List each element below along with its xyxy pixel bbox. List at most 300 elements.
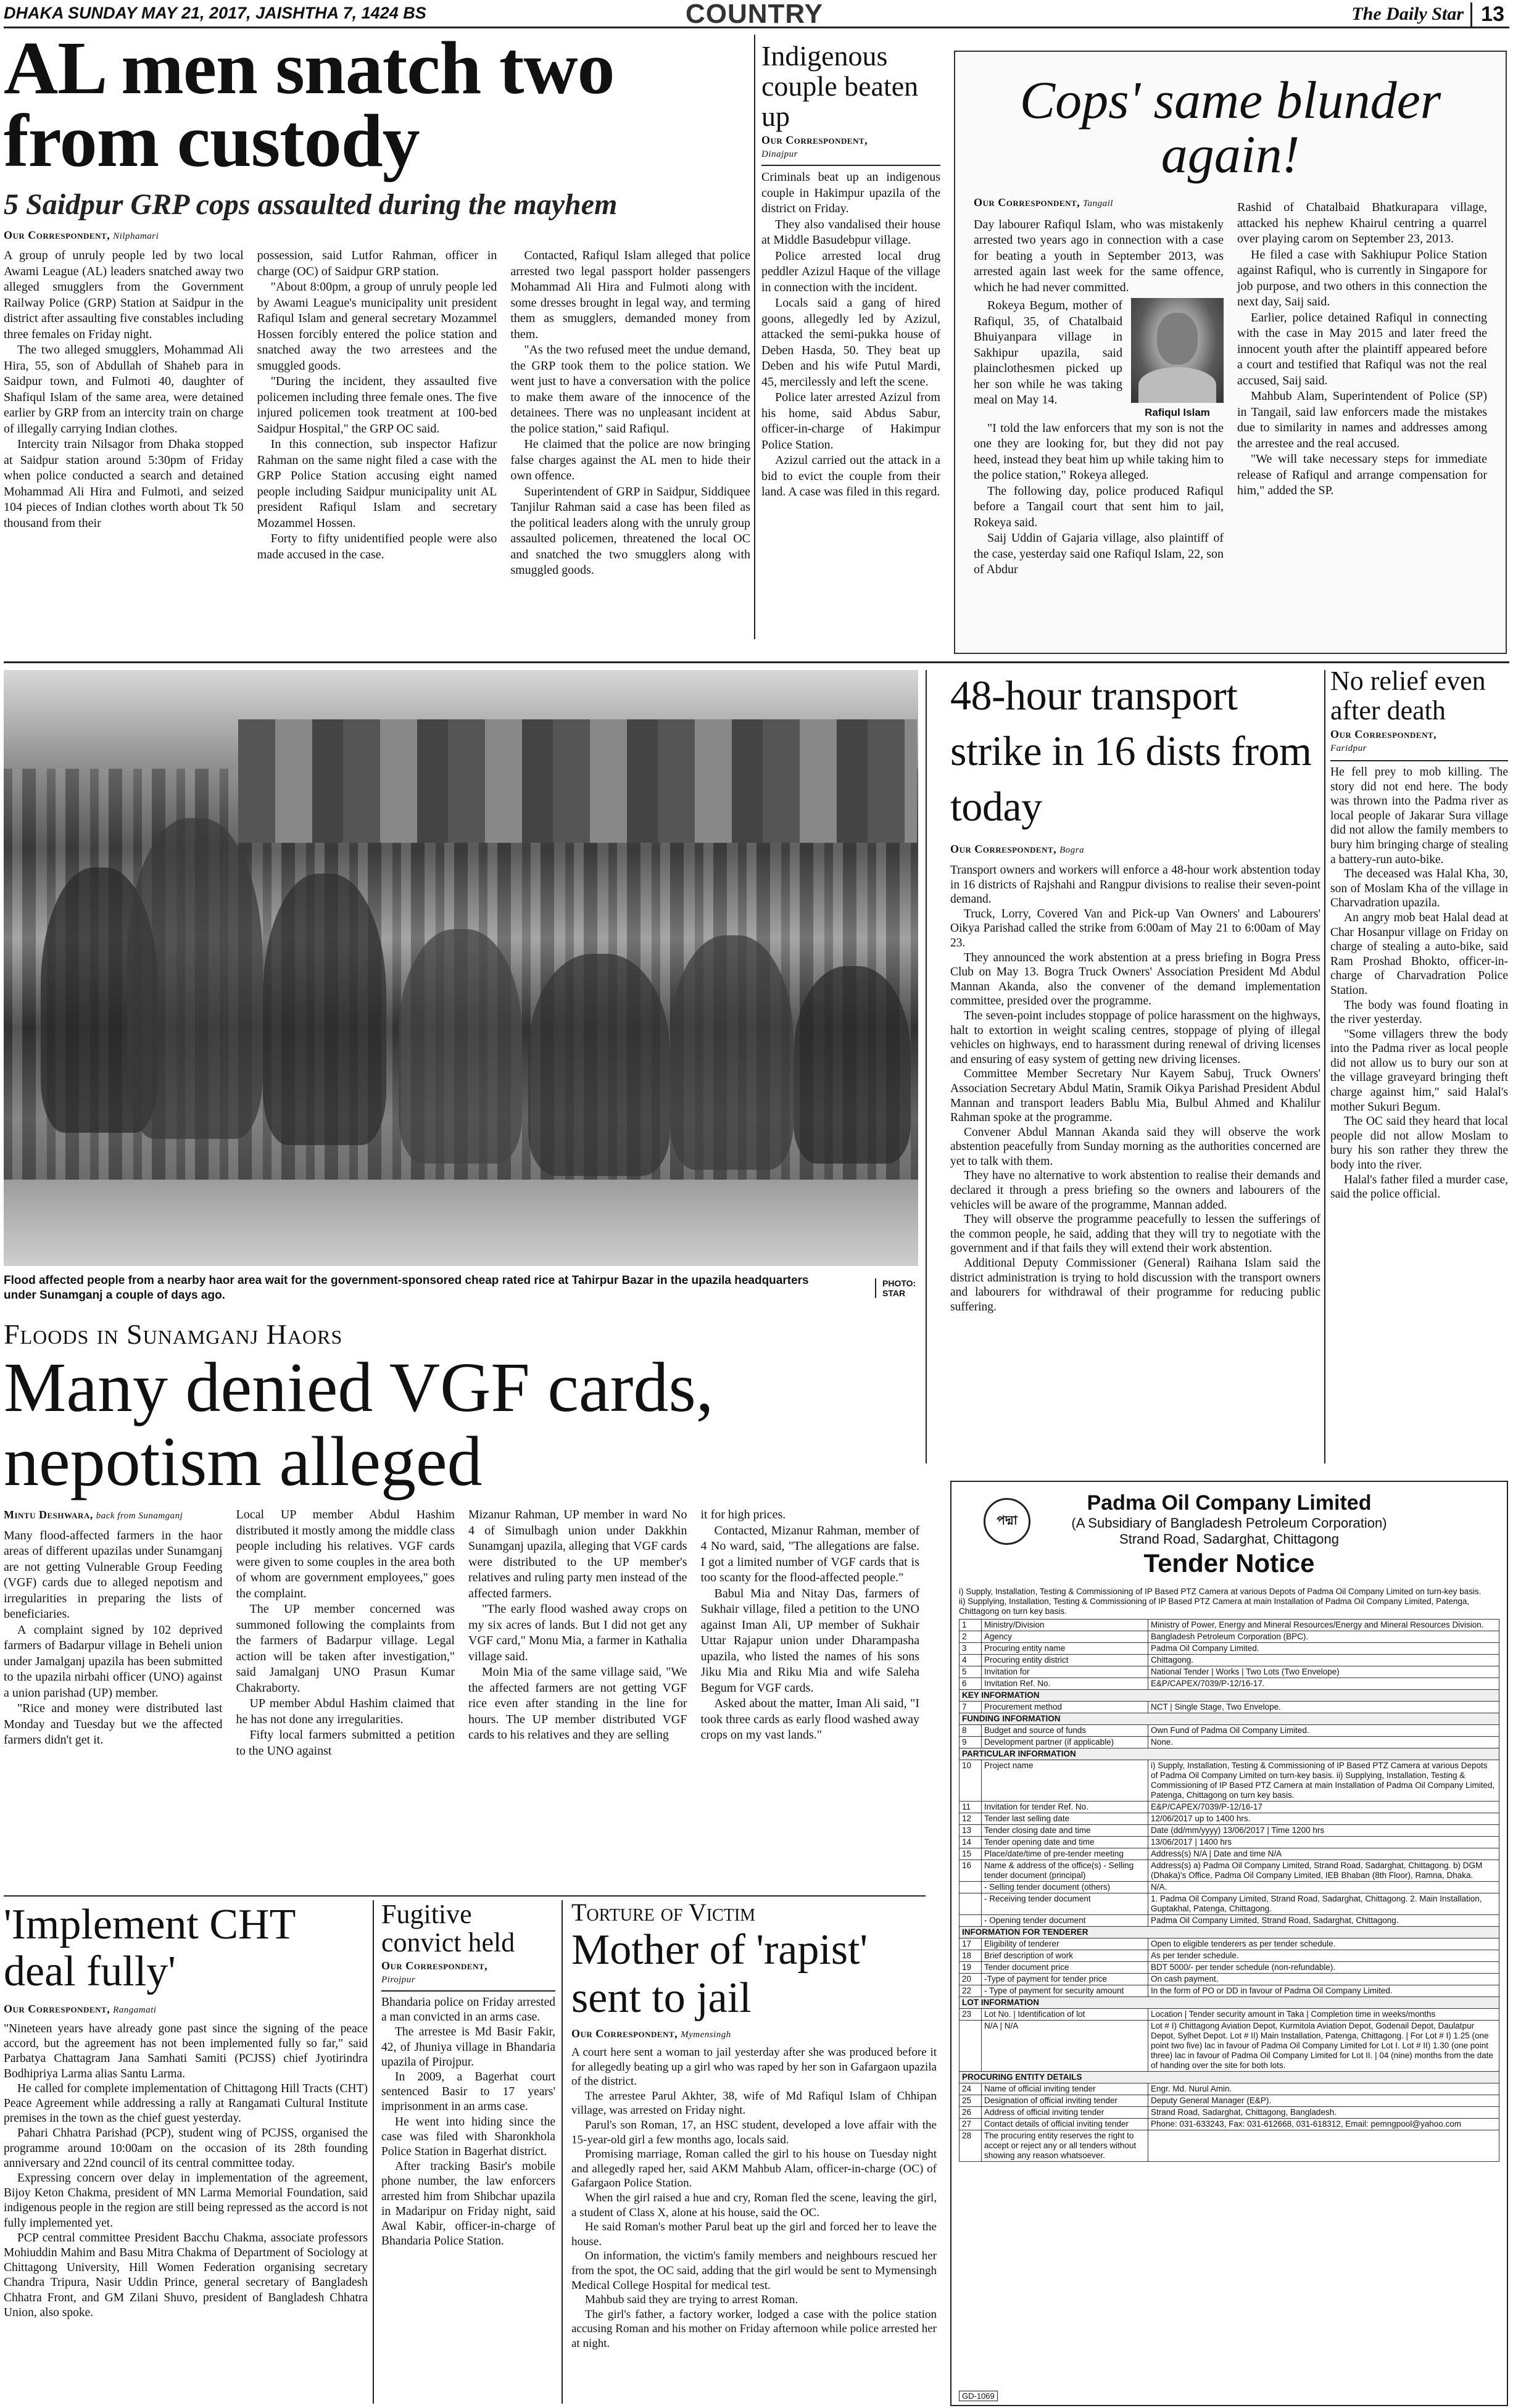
row-key: Place/date/time of pre-tender meeting	[982, 1848, 1148, 1860]
paragraph: The deceased was Halal Kha, 30, son of Moslam Kha of the village in Charvadration upazila.	[1330, 867, 1508, 910]
row-key: Name of official inviting tender	[982, 2083, 1148, 2095]
paragraph: Promising marriage, Roman called the girl to his house on Tuesday night and allegedly raped her, said AKM Mahbub Alam, officer-in-charge (OC) of Gafargaon Police Station.	[571, 2148, 937, 2190]
byline	[4, 2003, 368, 2016]
byline-author: Our Correspondent,	[1330, 728, 1437, 740]
row-key: Tender closing date and time	[982, 1825, 1148, 1837]
section-label: PARTICULAR INFORMATION	[960, 1748, 1499, 1760]
paragraph: Rokeya Begum, mother of Rafiqul, 35, of Chatalbaid Bhuiyanpara village in Sakhipur upazila, said plainclothesmen picked up her son while he was taking meal on May 14.	[974, 299, 1122, 407]
section-label: COUNTRY	[686, 0, 823, 29]
row-number: 22	[960, 1985, 982, 1997]
paragraph: Expressing concern over delay in implementation of the agreement, Bijoy Keton Chakma, president of MN Larma Memorial Foundation, said indigenous people in the region are still being repressed as the accord is not fully implemented yet.	[4, 2172, 368, 2230]
byline	[974, 195, 1224, 212]
row-key: -Type of payment for tender price	[982, 1974, 1148, 1985]
intro-line: i) Supply, Installation, Testing & Commissioning of IP Based PTZ Camera at various Depots of Padma Oil Company Limited on turn-key basis.	[959, 1587, 1482, 1596]
table-row	[960, 1915, 1499, 1927]
row-value: Date (dd/mm/yyyy) 13/06/2017 | Time 1200 hrs	[1148, 1825, 1499, 1837]
row-value: On cash payment.	[1148, 1974, 1499, 1985]
story-body	[4, 1507, 919, 1759]
story-cht	[4, 1901, 368, 2405]
table-row	[960, 1678, 1499, 1690]
byline-location: Tangail	[1083, 199, 1113, 209]
page-number: 13	[1470, 2, 1504, 27]
column-2	[236, 1507, 455, 1759]
story-body	[571, 2045, 937, 2351]
headline	[4, 27, 750, 183]
headline-line-2: nepotism alleged	[4, 1422, 483, 1500]
row-key: Budget and source of funds	[982, 1725, 1148, 1737]
paragraph: He said Roman's mother Parul beat up the girl and forced her to leave the house.	[571, 2220, 937, 2248]
row-value: Ministry of Power, Energy and Mineral Resources/Energy and Mineral Resources Division.	[1148, 1620, 1499, 1631]
section-label: KEY INFORMATION	[960, 1690, 1499, 1702]
table-section-row	[960, 1997, 1499, 2009]
section-label: INFORMATION FOR TENDERER	[960, 1927, 1499, 1938]
row-number: 18	[960, 1950, 982, 1962]
table-row	[960, 1882, 1499, 1893]
row-key: - Receiving tender document	[982, 1893, 1148, 1915]
table-row	[960, 1837, 1499, 1848]
table-row	[960, 1974, 1499, 1985]
table-row	[960, 1620, 1499, 1631]
caption-text: Flood affected people from a nearby haor area wait for the government-sponsored cheap rated rice at Tahirpur Bazar in the upazila headquarters under Sunamganj a couple of days ago.	[4, 1274, 809, 1302]
paragraph: Pahari Chhatra Parishad (PCP), student wing of PCJSS, organised the programme around 10:00am on the occasion of its 28th founding anniversary and 22nd council of its central committee today.	[4, 2127, 368, 2170]
paragraph: Transport owners and workers will enforce a 48-hour work abstention today in 16 districts of Rajshahi and Rangpur divisions to realise their seven-point demand.	[950, 864, 1320, 906]
table-row	[960, 1655, 1499, 1666]
row-number	[960, 1893, 982, 1915]
row-value: Deputy General Manager (E&P).	[1148, 2095, 1499, 2107]
row-number: 17	[960, 1938, 982, 1950]
portrait-face	[1157, 313, 1198, 365]
column-rule	[754, 35, 755, 639]
headline	[4, 1348, 919, 1500]
paragraph: Asked about the matter, Iman Ali said, "I took three cards as early flood washed away crops on my vast lands."	[700, 1697, 919, 1742]
section-label: PROCURING ENTITY DETAILS	[960, 2072, 1499, 2083]
row-number: 28	[960, 2130, 982, 2162]
paragraph: Intercity train Nilsagor from Dhaka stopped at Saidpur station around 5:30pm of Friday when police conducted a search and detained Mohammad Ali Hira and Fulmoti, and seized 104 pieces of Indian clothes worth about Tk 50 thousand from their	[4, 437, 244, 530]
table-row	[960, 2119, 1499, 2130]
row-key: Invitation Ref. No.	[982, 1678, 1148, 1690]
row-value: Bangladesh Petroleum Corporation (BPC).	[1148, 1631, 1499, 1643]
headline-line-2: again!	[1161, 125, 1300, 184]
table-row	[960, 1702, 1499, 1713]
table-row	[960, 1725, 1499, 1737]
paragraph: A group of unruly people led by two local Awami League (AL) leaders snatched away two alleged smugglers from the Government Railway Police (GRP) Station at Saidpur in the district after assaulting five constables including three females on Friday night.	[4, 249, 244, 341]
row-number: 12	[960, 1813, 982, 1825]
photo-person	[670, 935, 794, 1170]
byline-location: Pirojpur	[381, 1975, 416, 1985]
paragraph: "I told the law enforcers that my son is not the one they are looking for, but they did not pay heed, instead they beat him up while taking him to the police station," Rokeya alleged.	[974, 421, 1224, 482]
table-row	[960, 2130, 1499, 2162]
paragraph: Fifty local farmers submitted a petition to the UNO against	[236, 1728, 455, 1758]
row-number: 10	[960, 1760, 982, 1802]
byline-location: Mymensingh	[681, 2030, 731, 2040]
story-body	[950, 863, 1320, 1314]
photo-caption: Rafiqul Islam	[1145, 407, 1210, 418]
story-al-men	[4, 27, 751, 649]
headline: Indigenous couple beaten up	[761, 40, 919, 132]
story-indigenous	[761, 41, 940, 652]
paragraph: He filed a case with Sakhiupur Police Station against Rafiqul, who is currently in Singapore for job purpose, and two others in this connection the next day, Saij said.	[1237, 247, 1487, 308]
row-value: E&P/CAPEX/7039/P-12/16-17.	[1148, 1678, 1499, 1690]
paragraph: "We will take necessary steps for immediate release of Rafiqul and arrange compensation for him," added the SP.	[1237, 452, 1487, 497]
company-logo	[984, 1498, 1030, 1545]
table-row	[960, 1938, 1499, 1950]
headline: No relief even after death	[1330, 666, 1486, 726]
story-fugitive	[381, 1900, 555, 2404]
kicker: Torture of Victim	[571, 1898, 756, 1926]
byline-location: Bogra	[1059, 845, 1085, 855]
column-2	[257, 248, 497, 579]
row-number	[960, 1915, 982, 1927]
story-body	[4, 2022, 368, 2320]
column-1	[4, 1507, 223, 1759]
story-cops-box	[954, 51, 1507, 654]
paragraph: Halal's father filed a murder case, said the police official.	[1330, 1173, 1508, 1201]
company-address: Strand Road, Sadarghat, Chittagong	[1119, 1531, 1339, 1547]
table-row	[960, 1848, 1499, 1860]
row-number	[960, 2021, 982, 2072]
story-body	[4, 248, 750, 579]
row-key: - Selling tender document (others)	[982, 1882, 1148, 1893]
story-body	[974, 195, 1487, 578]
paragraph: Azizul carried out the attack in a bid to evict the couple from their land. A case was filed in this regard.	[761, 453, 940, 499]
byline-author: Our Correspondent,	[974, 196, 1080, 209]
row-key: Ministry/Division	[982, 1620, 1148, 1631]
photo-person	[399, 929, 522, 1164]
intro-line: ii) Supplying, Installation, Testing & Commissioning of IP Based PTZ Camera at main Installation of Padma Oil Company Limited, Patenga, Chittagong on turn key basis.	[959, 1597, 1470, 1616]
tender-header	[959, 1491, 1499, 1583]
flood-photo-caption	[4, 1273, 843, 1303]
byline-author: Our Correspondent,	[4, 2003, 110, 2015]
headline	[4, 1901, 368, 1995]
row-number: 8	[960, 1725, 982, 1737]
paragraph: Many flood-affected farmers in the haor areas of different upazilas under Sunamganj are not getting Vulnerable Group Feeding (VGF) cards due to alleged nepotism and irregularities in preparing the lists of beneficiaries.	[4, 1528, 223, 1621]
kicker: Floods in Sunamganj Haors	[4, 1318, 343, 1350]
paragraph: They will observe the programme peacefully to lessen the sufferings of the common people, he said, adding that they will try to negotiate with the government and if that fails they will extend their work abstention.	[950, 1213, 1320, 1256]
paragraph: The seven-point includes stoppage of police harassment on the highways, halt to extortion in weight scaling centres, stoppage of plying of illegal vehicles on highways, end to harassment during renewal of driving licenses and ensuring of easy system of getting new driving licenses.	[950, 1009, 1320, 1066]
tender-title: Tender Notice	[1143, 1549, 1315, 1578]
masthead	[4, 0, 1509, 28]
row-value	[1148, 2130, 1499, 2162]
byline	[4, 229, 750, 242]
table-row	[960, 2095, 1499, 2107]
row-value: NCT | Single Stage, Two Envelope.	[1148, 1702, 1499, 1713]
table-row	[960, 1631, 1499, 1643]
row-value: Location | Tender security amount in Taka | Completion time in weeks/months	[1148, 2009, 1499, 2021]
column-3	[468, 1507, 687, 1759]
horizontal-rule	[4, 661, 1509, 663]
table-section-row	[960, 1927, 1499, 1938]
headline: Fugitive convict held	[381, 1899, 515, 1958]
paragraph: In 2009, a Bagerhat court sentenced Basir to 17 years' imprisonment in an arms case.	[381, 2071, 555, 2114]
column-rule	[562, 1900, 563, 2404]
horizontal-rule	[4, 1895, 926, 1897]
row-value: N/A.	[1148, 1882, 1499, 1893]
paragraph: Committee Member Secretary Nur Kayem Sabuj, Truck Owners' Association Secretary Abdul Matin, Sramik Oikya Parishad President Abdul Mannan and transport leaders Bablu Mia, Bulbul Ahmed and Khalilur Rahman spoke at the programme.	[950, 1067, 1320, 1125]
paragraph: Rashid of Chatalbaid Bhatkurapara village, attacked his nephew Khairul centring a quarrel over playing carom on September 23, 2013.	[1237, 201, 1487, 246]
row-number: 5	[960, 1666, 982, 1678]
paragraph: Police arrested local drug peddler Azizul Haque of the village in connection with the incident.	[761, 249, 940, 294]
row-value: Padma Oil Company Limited.	[1148, 1643, 1499, 1655]
row-value: Address(s) N/A | Date and time N/A	[1148, 1848, 1499, 1860]
paragraph: Superintendent of GRP in Saidpur, Siddiquee Tanjilur Rahman said a case has been filed as the political leaders along with the unruly group assaulted policemen, threatened the local OC and snatched the two smugglers along with smuggled goods.	[510, 484, 751, 577]
row-number: 15	[960, 1848, 982, 1860]
headline-line-2: from custody	[4, 99, 420, 183]
byline-author: Our Correspondent,	[571, 2027, 678, 2040]
row-key: Procuring entity district	[982, 1655, 1148, 1666]
row-key: Designation of official inviting tender	[982, 2095, 1148, 2107]
section-label: LOT INFORMATION	[960, 1997, 1499, 2009]
paragraph: Additional Deputy Commissioner (General) Raihana Islam said the district administration is trying to hold discussion with the transport owners and labourers for withdrawal of their programme for reducing public suffering.	[950, 1257, 1320, 1314]
row-value: Lot # I) Chittagong Aviation Depot, Kurmitola Aviation Depot, Godenail Depot, Daulatpur Depot, Sylhet Depot. Lot # II) Main Installation, Patenga, Chittagong. | For Lot # I) 1.25 (one point two five) lac in favour of Padma Oil Company Limited for Lot I. Lot # II) 1.30 (one point three) lac in favour of Padma Oil Company Limited for Lot II. | 04 (nine) months from the date of handing over the site for both lots.	[1148, 2021, 1499, 2072]
date-line: DHAKA SUNDAY MAY 21, 2017, JAISHTHA 7, 1424 BS	[4, 4, 426, 22]
row-key: Brief description of work	[982, 1950, 1148, 1962]
paragraph: Criminals beat up an indigenous couple in Hakimpur upazila of the district on Friday.	[761, 170, 940, 215]
photo-credit	[875, 1278, 916, 1298]
table-row	[960, 1860, 1499, 1882]
credit-label: PHOTO:	[882, 1278, 916, 1288]
column-1	[974, 195, 1224, 578]
table-section-row	[960, 1713, 1499, 1725]
paragraph: The arrestee is Md Basir Fakir, 42, of Jhuniya village in Bhandaria upazila of Pirojpur.	[381, 2025, 555, 2069]
paragraph: PCP central committee President Bacchu Chakma, associate professors Mohiuddin Mahim and Basu Mitra Chakma of Department of Sociology at Chittagong University, Hill Women Federation organising secretary Chandra Tripura, Nasir Uddin Prince, general secretary of Bangladesh Chhatra Front, and GM Zilani Shuvo, president of Bangladesh Chhatra Union, also spoke.	[4, 2231, 368, 2319]
headline-line-1: Cops' same blunder	[1019, 70, 1441, 130]
story-body	[381, 1990, 555, 2249]
portrait-shoulders	[1138, 367, 1216, 403]
headline-line-1: Many denied VGF cards,	[4, 1348, 714, 1426]
paragraph: "During the incident, they assaulted five policemen including three female ones. The five injured policemen took treatment at 100-bed Saidpur Hospital," the GRP OC said.	[257, 374, 497, 436]
tender-table	[959, 1619, 1499, 2162]
row-key: - Opening tender document	[982, 1915, 1148, 1927]
paragraph: Contacted, Mizanur Rahman, member of 4 No ward, said, "The allegations are false. I got a limited number of VGF cards that is too scanty for the flood-affected people."	[700, 1523, 919, 1584]
row-number: 11	[960, 1802, 982, 1813]
row-number: 13	[960, 1825, 982, 1837]
paragraph: In this connection, sub inspector Hafizur Rahman on the same night filed a case with the GRP Police Station accusing eight named people including Saidpur municipality unit AL president Rafiqul Islam and secretary Mozammel Hossen.	[257, 437, 497, 530]
table-row	[960, 1643, 1499, 1655]
table-row	[960, 1962, 1499, 1974]
row-value: 12/06/2017 up to 1400 hrs.	[1148, 1813, 1499, 1825]
paper-logo: The Daily Star	[1351, 4, 1464, 24]
paragraph: Contacted, Rafiqul Islam alleged that police arrested two legal passport holder passengers Mohammad Ali Hira and Fulmoti along with some dresses brought in legal way, and terming them as smugglers, demanded money from them.	[510, 249, 751, 341]
paragraph: After tracking Basir's mobile phone number, the law enforcers arrested him from Shibchar upazila in Madaripur on Friday night, said Awal Kabir, officer-in-charge of Bhandaria Police Station.	[381, 2160, 555, 2248]
paragraph: The arrestee Parul Akhter, 38, wife of Md Rafiqul Islam of Chhipan village, was arrested on Friday night.	[571, 2089, 937, 2117]
paragraph: Locals said a gang of hired goons, allegedly led by Azizul, attacked the semi-pukka house of Deben Hasda, 50. They beat up Deben and his wife Putul Mardi, 45, mercilessly and left the scene.	[761, 296, 940, 389]
paragraph: Day labourer Rafiqul Islam, who was mistakenly arrested two years ago in connection with a case for beating a youth in September 2013, was arrested again last week for the same offence, which he had never committed.	[974, 217, 1224, 294]
row-key: Lot No. | Identification of lot	[982, 2009, 1148, 2021]
paragraph: He claimed that the police are now bringing false charges against the AL men to hide their own offence.	[510, 437, 751, 482]
row-number: 24	[960, 2083, 982, 2095]
paragraph: On information, the victim's family members and neighbours rescued her from the spot, the OC said, adding that the girl would be sent to Mymensingh Medical College Hospital for medical test.	[571, 2249, 937, 2292]
paragraph: Forty to fifty unidentified people were also made accused in the case.	[257, 532, 497, 561]
column-4	[701, 1507, 920, 1759]
paragraph: it for high prices.	[700, 1508, 786, 1521]
paragraph: possession, said Lutfor Rahman, officer in charge (OC) of Saidpur GRP station.	[257, 249, 497, 278]
row-key: Invitation for	[982, 1666, 1148, 1678]
paragraph: An angry mob beat Halal dead at Char Hosanpur village on Friday on charge of stealing a auto-bike, said Ram Proshad Bhokto, officer-in-charge of Charvadration Police Station.	[1330, 911, 1508, 997]
column-2	[1237, 195, 1487, 578]
table-row	[960, 2009, 1499, 2021]
story-torture	[571, 1899, 937, 2405]
tender-code: GD-1069	[959, 2391, 998, 2401]
paragraph: Mahbub said they are trying to arrest Roman.	[585, 2293, 798, 2307]
paragraph: Moin Mia of the same village said, "We the affected farmers are not getting VGF rice even after standing in the line for hours. The UP member distributed VGF cards to his relatives and they are selling	[468, 1665, 687, 1742]
paragraph: UP member Abdul Hashim claimed that he has not done any irregularities.	[236, 1697, 455, 1726]
column-1	[4, 248, 244, 579]
paragraph: He called for complete implementation of Chittagong Hill Tracts (CHT) Peace Agreement while addressing a rally at Rangamati Cultural Institute premises in the town as the chief guest yesterday.	[4, 2082, 368, 2125]
row-number	[960, 1882, 982, 1893]
row-value: In the form of PO or DD in favour of Padma Oil Company Limited.	[1148, 1985, 1499, 1997]
headline: 48-hour transport strike in 16 dists from today	[950, 672, 1312, 830]
row-key: Agency	[982, 1631, 1148, 1643]
column-3	[510, 248, 750, 579]
paragraph: Mizanur Rahman, UP member in ward No 4 of Simulbagh union under Dakkhin Sunamganj upazila, alleging that VGF cards were distributed to the UP member's relatives and ruling party men instead of the affected farmers.	[468, 1508, 687, 1600]
row-number: 26	[960, 2107, 982, 2119]
paragraph: Truck, Lorry, Covered Van and Pick-up Van Owners' and Labourers' Oikya Parishad called the strike from 6:00am of May 21 to 6:00am of May 23.	[950, 907, 1320, 950]
byline-author: Our Correspondent,	[950, 843, 1057, 855]
table-row	[960, 1813, 1499, 1825]
table-row	[960, 2083, 1499, 2095]
paragraph: Bhandaria police on Friday arrested a man convicted in an arms case.	[381, 1996, 555, 2024]
row-value: Open to eligible tenderers as per tender schedule.	[1148, 1938, 1499, 1950]
paragraph: The body was found floating in the river yesterday.	[1330, 998, 1508, 1027]
table-row	[960, 1825, 1499, 1837]
paragraph: Earlier, police detained Rafiqul in connecting with the case in May 2015 and later freed the innocent youth after the plaintiff appeared before a court and testified that Rafiqul was not the real accused, Saij said.	[1237, 310, 1487, 387]
column-rule	[373, 1900, 374, 2404]
paragraph: "As the two refused meet the undue demand, the GRP took them to the police station. We went just to have a conversation with the police to make them aware of the innocence of the detainees. There was no unpleasant incident at the police station," said Rafiqul.	[510, 343, 751, 436]
row-key: N/A | N/A	[982, 2021, 1148, 2072]
byline	[1330, 728, 1508, 754]
row-value: Strand Road, Sadarghat, Chittagong, Bangladesh.	[1148, 2107, 1499, 2119]
photo-person	[794, 966, 911, 1164]
row-key: Invitation for tender Ref. No.	[982, 1802, 1148, 1813]
row-key: Procurement method	[982, 1702, 1148, 1713]
table-row	[960, 1666, 1499, 1678]
paragraph: They announced the work abstention at a press briefing in Bogra Press Club on May 13. Bogra Truck Owners' Association President Md Abdul Mannan Akanda, also the convener of the demand implementation committee, presided over the programme.	[950, 951, 1320, 1008]
headline	[974, 70, 1487, 184]
row-number: 4	[960, 1655, 982, 1666]
row-key: Development partner (if applicable)	[982, 1737, 1148, 1748]
tender-notice	[950, 1481, 1508, 2406]
byline-author: Mintu Deshwara,	[4, 1508, 93, 1521]
row-key: Contact details of official inviting tender	[982, 2119, 1148, 2130]
paragraph: Police later arrested Azizul from his home, said Abdus Sabur, officer-in-charge of Hakimpur Police Station.	[761, 391, 940, 452]
row-key: Tender document price	[982, 1962, 1148, 1974]
row-value: 1. Padma Oil Company Limited, Strand Road, Sadarghat, Chittagong. 2. Main Installation, Guptakhal, Patenga, Chittagong.	[1148, 1893, 1499, 1915]
row-key: - Type of payment for security amount	[982, 1985, 1148, 1997]
byline-location: Rangamati	[113, 2005, 157, 2015]
row-number: 20	[960, 1974, 982, 1985]
row-number: 3	[960, 1643, 982, 1655]
byline	[761, 134, 940, 160]
table-row	[960, 1760, 1499, 1802]
row-number: 6	[960, 1678, 982, 1690]
paragraph: Babul Mia and Nitay Das, farmers of Sukhair village, filed a petition to the UNO against Iman Ali, UP member of Sukhair Uttar Rajapur union under Dharampasha upazila, who listed the names of his sons Jiku Mia and Riku Mia and wife Saleha Begum for VGF cards.	[700, 1586, 919, 1695]
row-value: Own Fund of Padma Oil Company Limited.	[1148, 1725, 1499, 1737]
photo-person	[127, 818, 263, 1139]
paragraph: Saij Uddin of Gajaria village, also plaintiff of the case, yesterday said one Rafiqul Islam, 22, son of Abdur	[974, 531, 1224, 576]
paragraph: "Rice and money were distributed last Monday and Tuesday but we the affected farmers didn't get it.	[4, 1702, 223, 1747]
photo-person	[263, 874, 386, 1145]
paragraph: Local UP member Abdul Hashim distributed it mostly among the middle class people including his relatives. VGF cards were given to some couples in the area both of whom are government employees," goes the complaint.	[236, 1508, 455, 1600]
byline-location: Nilphamari	[113, 231, 159, 241]
table-row	[960, 1802, 1499, 1813]
row-value: As per tender schedule.	[1148, 1950, 1499, 1962]
paragraph: Parul's son Roman, 17, an HSC student, developed a love affair with the 15-year-old girl a few months ago, locals said.	[571, 2118, 937, 2146]
row-key: Procuring entity name	[982, 1643, 1148, 1655]
row-key: Name & address of the office(s) - Selling tender document (principal)	[982, 1860, 1148, 1882]
paragraph: The OC said they heard that local people did not allow Moslam to bury his son rather they threw the body into the river.	[1330, 1115, 1508, 1172]
paragraph: A court here sent a woman to jail yesterday after she was produced before it for allegedly beating up a girl who was raped by her son in Gafargaon upazila of the district.	[571, 2046, 937, 2088]
row-number: 23	[960, 2009, 982, 2021]
credit-source: STAR	[882, 1288, 906, 1298]
row-number: 16	[960, 1860, 982, 1882]
row-key: Tender opening date and time	[982, 1837, 1148, 1848]
headline	[571, 1926, 937, 2022]
company-subsidiary: (A Subsidiary of Bangladesh Petroleum Corporation)	[1071, 1515, 1387, 1531]
paragraph: A complaint signed by 102 deprived farmers of Badarpur village in Beheli union under Jamalganj upazila has been submitted to the upazila nirbahi officer (UNO) against a union parishad (UP) member.	[4, 1623, 223, 1700]
row-key: Address of official inviting tender	[982, 2107, 1148, 2119]
row-key: The procuring entity reserves the right to accept or reject any or all tenders without showing any reason whatsoever.	[982, 2130, 1148, 2162]
byline-location: back from Sunamganj	[96, 1511, 183, 1521]
table-row	[960, 1893, 1499, 1915]
paragraph: Mahbub Alam, Superintendent of Police (SP) in Tangail, said law enforcers made the mistakes due to similarity in names and addresses among the arrestee and the real accused.	[1237, 389, 1487, 450]
paragraph: "About 8:00pm, a group of unruly people led by Awami League's municipality unit president Rafiqul Islam and general secretary Mozammel Hossen forcibly entered the police station and snatched away the two arrestees and the smuggled goods.	[257, 280, 497, 373]
table-row	[960, 1985, 1499, 1997]
row-value: E&P/CAPEX/7039/P-12/16-17	[1148, 1802, 1499, 1813]
row-key: Eligibility of tenderer	[982, 1938, 1148, 1950]
paragraph: He went into hiding since the case was filed with Sharonkhola Police Station in Bagerhat district.	[381, 2115, 555, 2159]
row-value: 13/06/2017 | 1400 hrs	[1148, 1837, 1499, 1848]
column-rule	[1324, 670, 1325, 1463]
byline-author: Our Correspondent,	[761, 134, 868, 146]
paragraph: The two alleged smugglers, Mohammad Ali Hira, 55, son of Abdullah of Shaheb para in Saidpur town, and Fulmoti 40, daughter of Shafiqul Islam of the same area, were detained earlier by GRP from an intercity train on charge of illegally carrying Indian clothes.	[4, 343, 244, 436]
byline	[571, 2027, 937, 2040]
row-value: Chittagong.	[1148, 1655, 1499, 1666]
table-section-row	[960, 1690, 1499, 1702]
byline-location: Dinajpur	[761, 149, 798, 159]
row-number: 19	[960, 1962, 982, 1974]
row-value: Phone: 031-633243, Fax: 031-612668, 031-618312, Email: pemngpool@yahoo.com	[1148, 2119, 1499, 2130]
paragraph: "Some villagers threw the body into the Padma river as local people did not allow us to bury our son at the village graveyard bringing theft charge against him," said Halal's mother Sukuri Begum.	[1330, 1027, 1508, 1114]
company-name: Padma Oil Company Limited	[1087, 1491, 1372, 1515]
byline-location: Faridpur	[1330, 743, 1367, 753]
story-body	[1330, 760, 1508, 1202]
paragraph: "Nineteen years have already gone past since the signing of the peace accord, but the agreement has not been implemented fully so far," said Parbatya Chattagram Jana Samhati Samiti (PCJSS) chief Jyotirindra Bodhipriya Larma alias Santu Larma.	[4, 2022, 368, 2080]
row-number: 9	[960, 1737, 982, 1748]
row-number: 14	[960, 1837, 982, 1848]
section-label: FUNDING INFORMATION	[960, 1713, 1499, 1725]
paragraph: "The early flood washed away crops on my six acres of lands. But I did not get any VGF card," Monu Mia, a farmer in Kathalia village said.	[468, 1602, 687, 1663]
row-number: 2	[960, 1631, 982, 1643]
table-section-row	[960, 1748, 1499, 1760]
headline-line-1: Mother of 'rapist'	[571, 1926, 868, 1974]
row-number: 1	[960, 1620, 982, 1631]
byline	[950, 843, 1320, 856]
row-value: Address(s) a) Padma Oil Company Limited, Strand Road, Sadarghat, Chittagong. b) DGM (Dhaka)'s Office, Padma Oil Company Limited, IEB Bhaban (8th Floor), Ramna, Dhaka.	[1148, 1860, 1499, 1882]
headline-line-1: AL men snatch two	[4, 27, 615, 110]
row-key: Tender last selling date	[982, 1813, 1148, 1825]
byline-author: Our Correspondent,	[4, 229, 110, 241]
byline	[381, 1959, 555, 1985]
row-number: 7	[960, 1702, 982, 1713]
portrait-photo	[1131, 298, 1224, 421]
headline-line-1: 'Implement CHT	[4, 1901, 296, 1948]
subhead: 5 Saidpur GRP cops assaulted during the mayhem	[4, 188, 618, 221]
row-key: Project name	[982, 1760, 1148, 1802]
paragraph: The girl's father, a factory worker, lodged a case with the police station accusing Roman and his mother on Friday afternoon while police arrested her at night.	[571, 2307, 937, 2350]
story-body	[761, 165, 940, 500]
row-value: i) Supply, Installation, Testing & Commissioning of IP Based PTZ Camera at various Depots of Padma Oil Company Limited on turn-key basis. ii) Supplying, Installation, Testing & Commissioning of IP Based PTZ Camera at main Installation of Padma Oil Company Limited, Patenga, Chittagong on turn key basis.	[1148, 1760, 1499, 1802]
paragraph: He fell prey to mob killing. The story did not end here. The body was thrown into the Padma river as local people of Jakarar Sura village did not allow the family members to bury him bringing charge of stealing a battery-run auto-bike.	[1330, 766, 1508, 866]
